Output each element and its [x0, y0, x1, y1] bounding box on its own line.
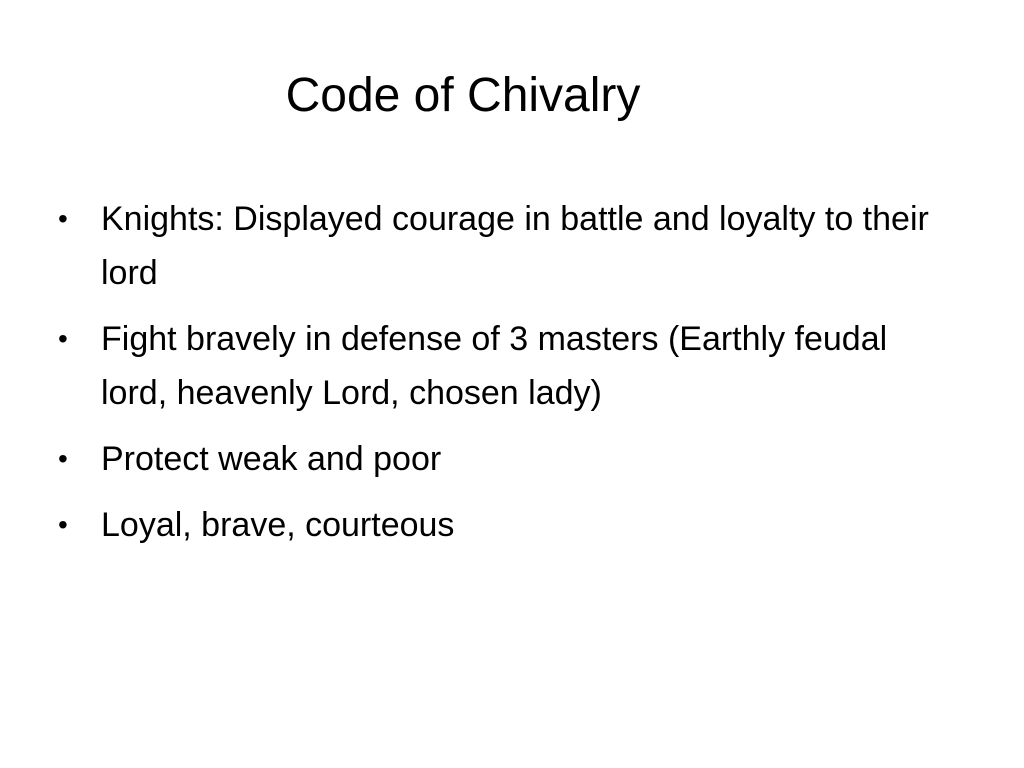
slide-title: Code of Chivalry	[285, 69, 641, 122]
bullet-item-knights	[56, 192, 956, 300]
bullet-dot-icon: •	[58, 203, 68, 234]
bullet-text: Knights: Displayed courage in battle and loyalty to their lord	[101, 200, 929, 292]
bullet-dot-icon: •	[58, 323, 68, 354]
bullet-list	[56, 192, 956, 564]
bullet-dot-icon: •	[58, 509, 68, 540]
bullet-text: Fight bravely in defense of 3 masters (Earthly feudal lord, heavenly Lord, chosen lady)	[101, 320, 888, 412]
bullet-item-virtues	[56, 498, 956, 552]
bullet-text: Protect weak and poor	[101, 440, 442, 478]
bullet-item-masters	[56, 312, 956, 420]
bullet-text: Loyal, brave, courteous	[101, 506, 455, 544]
bullet-item-protect	[56, 432, 956, 486]
bullet-dot-icon: •	[58, 443, 68, 474]
